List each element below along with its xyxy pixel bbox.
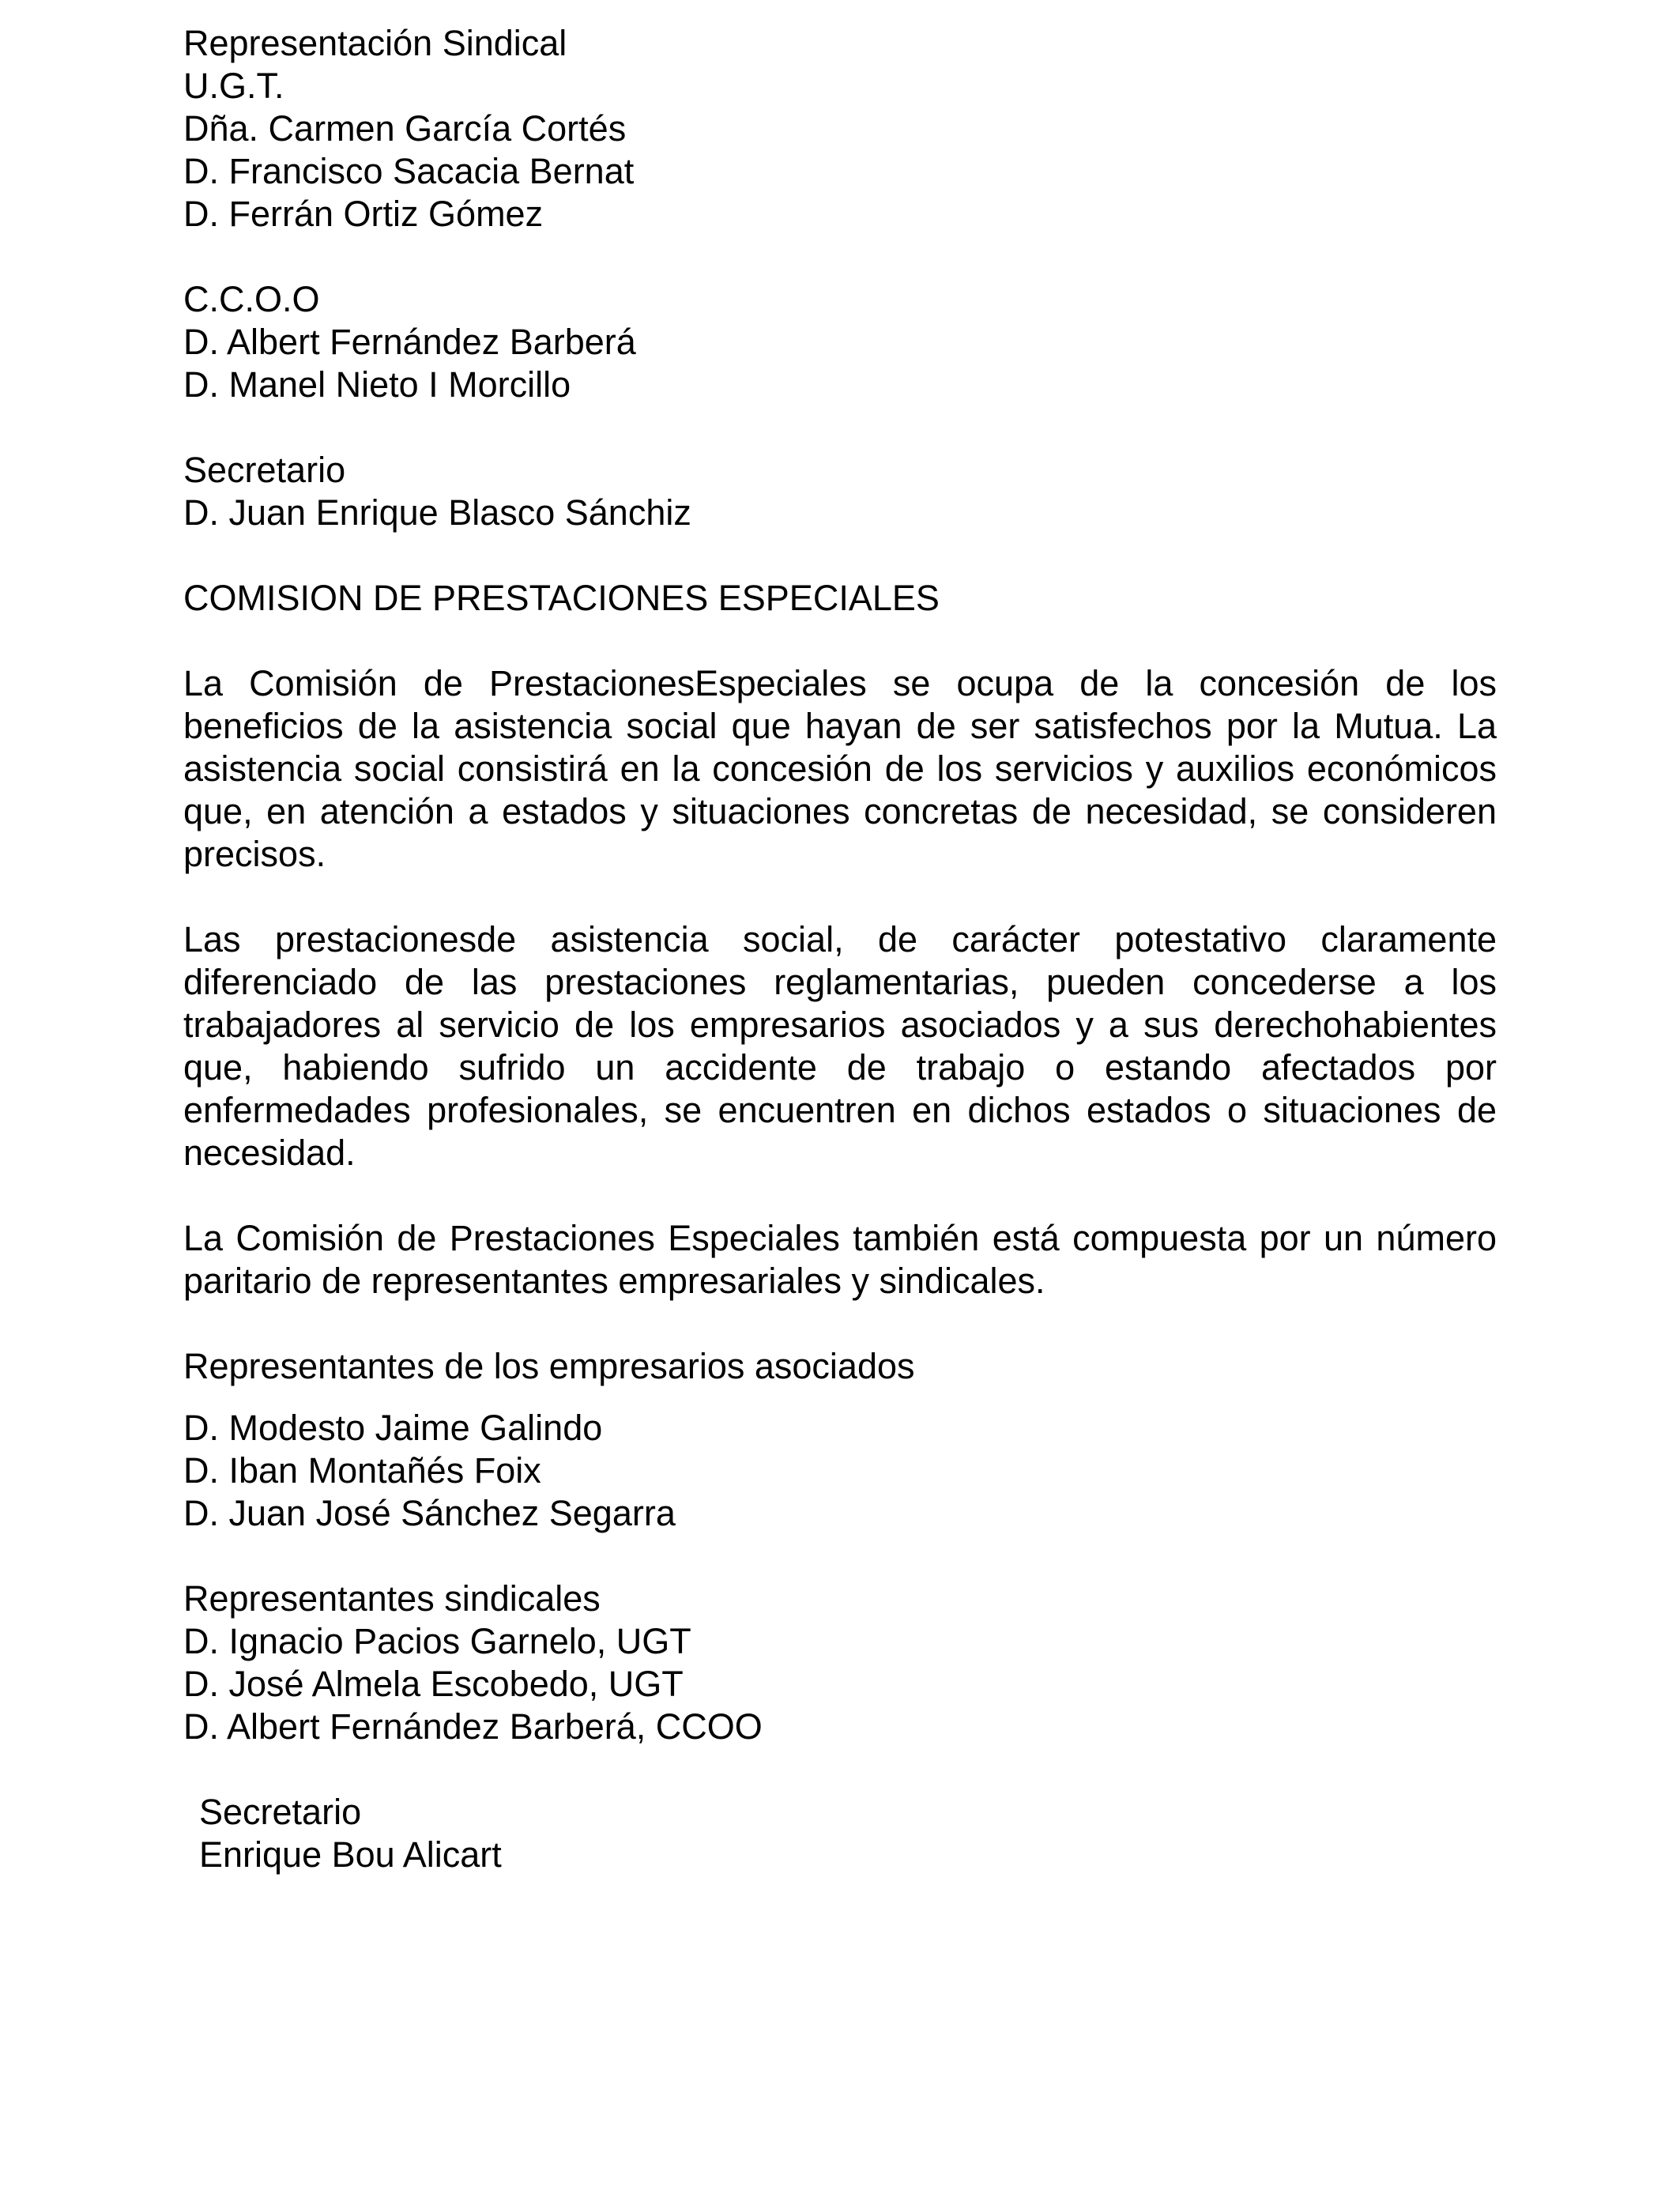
comision-secretary-label: Secretario — [199, 1792, 362, 1832]
empresarios-member: D. Juan José Sánchez Segarra — [183, 1493, 676, 1533]
comision-secretary-name: Enrique Bou Alicart — [199, 1834, 502, 1875]
comision-paragraph: Las prestacionesde asistencia social, de carácter potestativo claramente diferenciado de las prestaciones reglamentarias, pueden concederse a los trabajadores al servicio de los empresarios asociados y a sus derechohabientes que, habiendo sufrido un accidente de trabajo o estando afectados por enfermedades profesionales, se encuentren en dichos estados o situaciones de necesidad. — [183, 919, 1497, 1173]
sindicales-member: D. José Almela Escobedo, UGT — [183, 1664, 684, 1704]
ccoo-label: C.C.O.O — [183, 279, 320, 319]
ugt-member: Dña. Carmen García Cortés — [183, 108, 627, 149]
ugt-member: D. Francisco Sacacia Bernat — [183, 151, 635, 191]
empresarios-member: D. Iban Montañés Foix — [183, 1450, 541, 1491]
rep-sindical-heading: Representación Sindical — [183, 23, 567, 63]
secretary-label: Secretario — [183, 450, 346, 490]
empresarios-heading: Representantes de los empresarios asociados — [183, 1346, 915, 1386]
ccoo-member: D. Albert Fernández Barberá — [183, 322, 636, 362]
comision-paragraph: La Comisión de PrestacionesEspeciales se ocupa de la concesión de los beneficios de la asistencia social que hayan de ser satisfechos por la Mutua. La asistencia social consistirá en la concesión de los servicios y auxilios económicos que, en atención a estados y situaciones concretas de necesidad, se consideren precisos. — [183, 663, 1497, 874]
comision-title: COMISION DE PRESTACIONES ESPECIALES — [183, 578, 940, 618]
secretary-name: D. Juan Enrique Blasco Sánchiz — [183, 492, 691, 533]
comision-paragraph: La Comisión de Prestaciones Especiales también está compuesta por un número paritario de representantes empresariales y sindicales. — [183, 1218, 1497, 1301]
ccoo-member: D. Manel Nieto I Morcillo — [183, 364, 571, 405]
ugt-member: D. Ferrán Ortiz Gómez — [183, 194, 544, 234]
empresarios-member: D. Modesto Jaime Galindo — [183, 1408, 603, 1448]
ugt-label: U.G.T. — [183, 66, 284, 106]
sindicales-heading: Representantes sindicales — [183, 1578, 601, 1619]
sindicales-member: D. Albert Fernández Barberá, CCOO — [183, 1706, 763, 1747]
sindicales-member: D. Ignacio Pacios Garnelo, UGT — [183, 1621, 691, 1661]
